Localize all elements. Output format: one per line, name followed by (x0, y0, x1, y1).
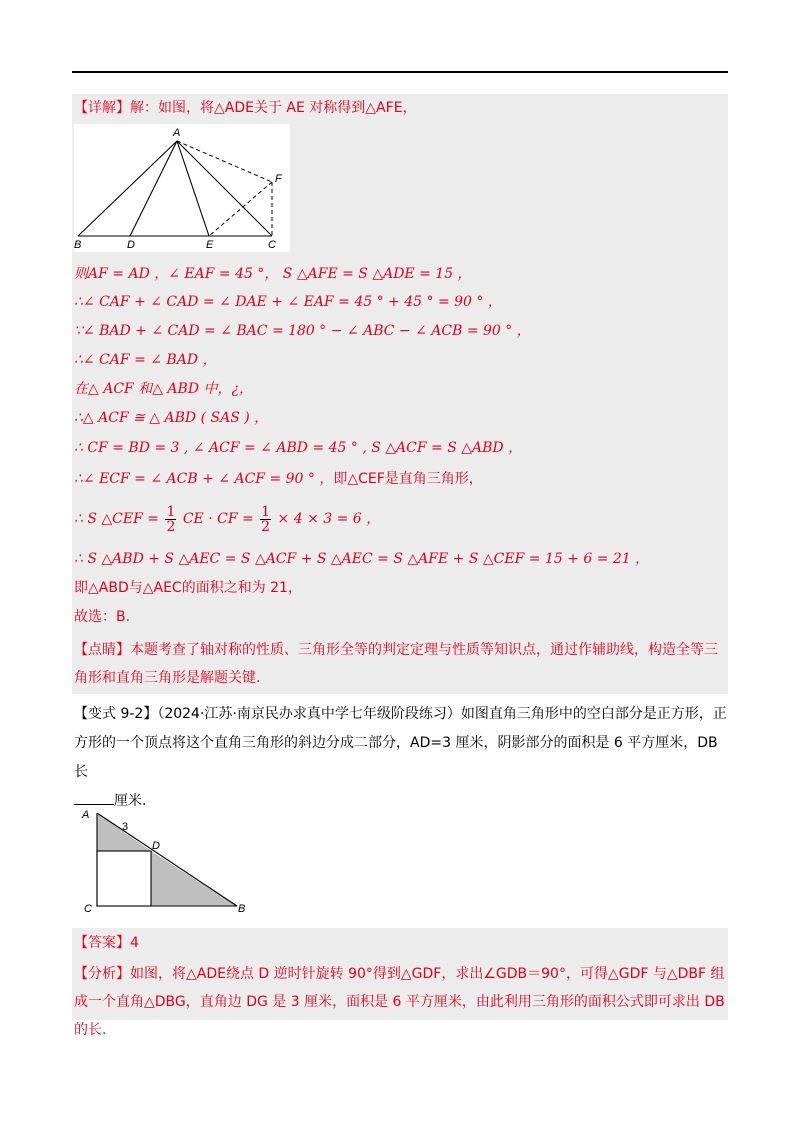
fig1-label-a: A (173, 127, 181, 139)
solution-line-4: ∵∠ BAD + ∠ CAD = ∠ BAC = 180 ° − ∠ ABC − ∠ ACB = 90 ° ， (74, 323, 531, 339)
solution-line-3: ∴∠ CAF + ∠ CAD = ∠ DAE + ∠ EAF = 45 ° + 45 ° = 90 ° ， (74, 294, 502, 310)
fig2-label-c: C (84, 903, 92, 914)
fig1-label-d: D (127, 239, 135, 251)
answer-blank (74, 788, 114, 805)
variant-text: （2024·江苏·南京民办求真中学七年级阶段练习）如图直角三角形中的空白部分是正方形，正方形的一个顶点将这个直角三角形的斜边分成二部分，AD=3 厘米，阴影部分的面积是 6 平方厘米，DB长 (74, 706, 727, 780)
solution-line-8: ∴ CF = BD = 3 , ∠ ACF = ∠ ABD = 45 ° , S △ACF = S △ABD ， (74, 440, 523, 456)
figure-1-reflection (74, 124, 290, 252)
line10-post: × 4 × 3 = 6 ， (277, 511, 381, 527)
line10-pre: ∴ S △CEF = (74, 511, 159, 527)
detail-tag: 【详解】 (74, 100, 130, 116)
fraction-num: 1 (261, 503, 271, 520)
fraction-half-1 (165, 505, 176, 534)
solution-line-13: 故选：B. (74, 609, 131, 625)
solution-line-9 (74, 468, 483, 490)
line10-mid: CE · CF = (182, 511, 254, 527)
fig2-label-len: 3 (122, 821, 129, 833)
solution-line-6: 在△ ACF 和△ ABD 中，¿， (74, 381, 253, 397)
analysis-text: 如图，将△ADE绕点 D 逆时针旋转 90°得到△GDF，求出∠GDB＝90°，可得△GDF 与△DBF 组成一个直角△DBG，直角边 DG 是 3 厘米，面积是 6 平方厘米，由此利用三角形的面积公式即可求出 DB 的长. (74, 966, 725, 1038)
analysis-paragraph (74, 960, 730, 1044)
solution-line-7: ∴△ ACF ≅ △ ABD ( SAS ) ， (74, 410, 269, 426)
answer-tag: 【答案】 (74, 935, 130, 951)
answer-line (74, 932, 139, 954)
variant-question (74, 700, 730, 816)
detail-text: 解：如图，将△ADE关于 AE 对称得到△AFE， (130, 100, 417, 116)
solution-line-12: 即△ABD与△AEC的面积之和为 21， (74, 580, 302, 596)
solution-line-1 (74, 97, 417, 119)
figure-2-square-in-triangle (80, 806, 260, 914)
line9-math: ∴∠ ECF = ∠ ACB + ∠ ACF = 90 ° ， (74, 471, 334, 487)
fraction-num: 1 (166, 503, 176, 520)
variant-tag: 【变式 9-2】 (74, 706, 158, 722)
fraction-den: 2 (261, 518, 271, 535)
analysis-tag: 【分析】 (74, 966, 130, 982)
solution-line-2: 则AF = AD ，∠ EAF = 45 °， S △AFE = S △ADE = 15 ， (74, 266, 472, 282)
comment-tag: 【点睛】 (74, 642, 130, 658)
fig1-label-f: F (275, 173, 282, 185)
fig1-label-b: B (74, 239, 82, 251)
comment-paragraph (74, 636, 730, 692)
solution-line-11: ∴ S △ABD + S △AEC = S △ACF + S △AEC = S △AFE + S △CEF = 15 + 6 = 21 ， (74, 551, 650, 567)
comment-text: 本题考查了轴对称的性质、三角形全等的判定定理与性质等知识点，通过作辅助线，构造全等三角形和直角三角形是解题关键. (74, 642, 718, 686)
fig1-label-c: C (268, 239, 276, 251)
solution-line-10 (74, 502, 380, 536)
answer-value: 4 (130, 935, 139, 951)
fig2-label-b: B (238, 903, 246, 914)
header-rule (72, 71, 728, 73)
variant-tail: 厘米. (114, 793, 147, 809)
solution-line-5: ∴∠ CAF = ∠ BAD ， (74, 352, 217, 368)
line9-text: 即△CEF是直角三角形， (333, 471, 483, 487)
fig2-label-d: D (152, 840, 160, 852)
fig2-label-a: A (82, 809, 90, 821)
fraction-den: 2 (166, 518, 176, 535)
fraction-half-2 (260, 505, 271, 534)
fig1-label-e: E (206, 239, 214, 251)
